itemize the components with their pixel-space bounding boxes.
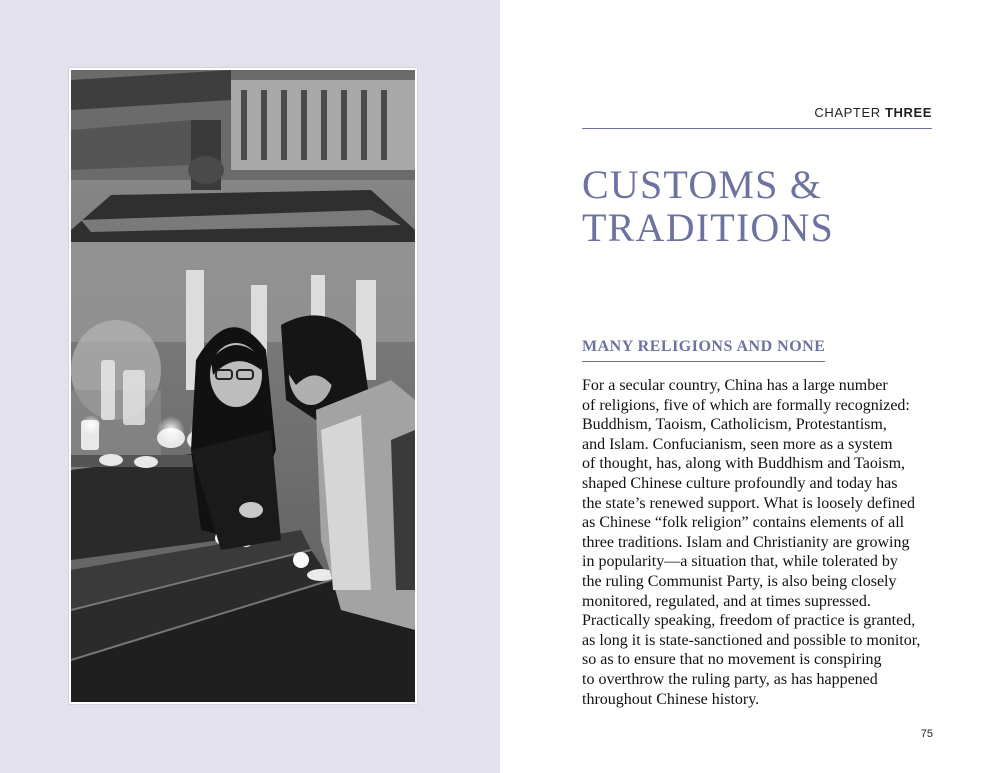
body-line: Buddhism, Taoism, Catholicism, Protestantism, <box>582 416 887 434</box>
body-line: the ruling Communist Party, is also being closely <box>582 572 897 590</box>
chapter-title-line-2: TRADITIONS <box>582 205 834 250</box>
body-line: monitored, regulated, and at times supressed. <box>582 592 871 610</box>
temple-photo-illustration <box>71 70 415 702</box>
body-line: three traditions. Islam and Christianity are growing <box>582 533 910 551</box>
body-line: shaped Chinese culture profoundly and today has <box>582 474 898 492</box>
section-heading: MANY RELIGIONS AND NONE <box>582 338 825 362</box>
chapter-label <box>582 105 932 120</box>
right-page <box>500 0 1000 773</box>
body-line: in popularity—a situation that, while tolerated by <box>582 553 898 571</box>
chapter-title-line-1: CUSTOMS & <box>582 162 823 207</box>
chapter-number: THREE <box>884 105 932 120</box>
body-line: as Chinese “folk religion” contains elements of all <box>582 514 905 532</box>
temple-photo <box>69 68 417 704</box>
body-line: Practically speaking, freedom of practice is granted, <box>582 612 916 630</box>
body-paragraph <box>582 376 922 709</box>
chapter-prefix: CHAPTER <box>814 105 885 120</box>
body-line: the state’s renewed support. What is loosely defined <box>582 494 915 512</box>
body-line: as long it is state-sanctioned and possible to monitor, <box>582 631 921 649</box>
chapter-title <box>582 163 942 249</box>
body-line: For a secular country, China has a large number <box>582 377 888 394</box>
chapter-rule <box>582 128 932 129</box>
body-line: and Islam. Confucianism, seen more as a system <box>582 435 893 453</box>
body-line: so as to ensure that no movement is conspiring <box>582 651 882 669</box>
body-line: of religions, five of which are formally recognized: <box>582 396 910 414</box>
page-number: 75 <box>920 728 933 740</box>
body-line: to overthrow the ruling party, as has happened <box>582 670 878 688</box>
body-line: of thought, has, along with Buddhism and Taoism, <box>582 455 906 473</box>
body-line: throughout Chinese history. <box>582 690 760 708</box>
